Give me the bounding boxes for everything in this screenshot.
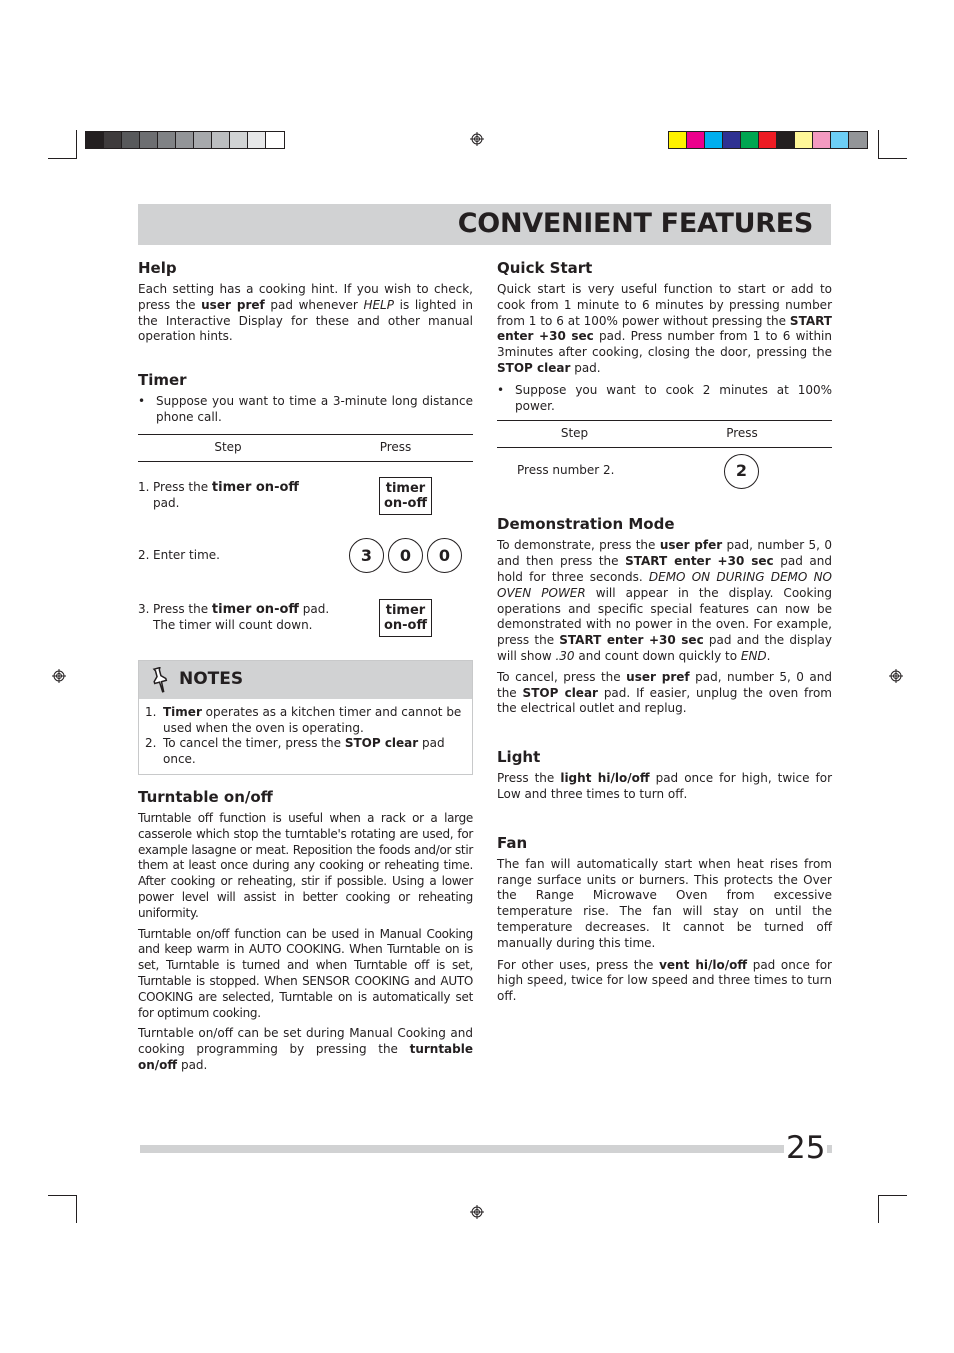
registration-mark-icon <box>470 1205 484 1219</box>
crop-mark <box>879 158 907 159</box>
turntable-paragraph-3: Turntable on/off can be set during Manual Cooking and cooking programming by pressing the turntable on/off pad. <box>138 1026 473 1072</box>
color-swatch <box>705 132 723 148</box>
notes-header <box>139 661 472 699</box>
turntable-paragraph-2: Turntable on/off function can be used in Manual Cooking and keep warm in AUTO COOKING. When Turntable on is set, Turntable is turned and when Turntable off is set, Turntable is stopped. When SENSOR COOKING and AUTO COOKING are selected, Turntable on is automatically set for optimum cooking. <box>138 926 473 1020</box>
right-column <box>497 258 832 1005</box>
digit-key-0: 0 <box>427 538 462 573</box>
notes-title: NOTES <box>179 668 244 689</box>
table-header: Step Press <box>497 421 832 448</box>
color-swatch <box>86 132 104 148</box>
digit-key-0: 0 <box>388 538 423 573</box>
color-swatch <box>669 132 687 148</box>
notes-list <box>139 699 472 774</box>
color-swatch <box>795 132 813 148</box>
timer-step-table <box>138 434 473 650</box>
color-swatch <box>122 132 140 148</box>
fan-heading: Fan <box>497 833 528 852</box>
section-header-band <box>138 204 831 245</box>
footer-bar <box>140 1145 832 1153</box>
color-swatch <box>212 132 230 148</box>
quick-start-step: Press number 2. 2 <box>497 448 832 494</box>
timer-on-off-key: timer on-off <box>379 599 432 637</box>
notes-box <box>138 660 473 775</box>
timer-step-2: 2. Enter time. 3 0 0 <box>138 528 473 584</box>
color-swatch <box>813 132 831 148</box>
color-swatch <box>158 132 176 148</box>
crop-mark <box>48 158 76 159</box>
digit-key-2: 2 <box>724 454 759 489</box>
quick-start-heading: Quick Start <box>497 259 593 277</box>
demo-heading: Demonstration Mode <box>497 515 675 534</box>
color-swatch <box>230 132 248 148</box>
color-swatch <box>104 132 122 148</box>
page-title: CONVENIENT FEATURES <box>457 208 813 239</box>
demo-cancel-paragraph: To cancel, press the user pref pad, number 5, 0 and the STOP clear pad. If easier, unplug the oven from the electrical outlet and replug. <box>497 669 832 716</box>
fan-paragraph-1: The fan will automatically start when heat rises from range surface units or burners. This protects the Over the Range Microwave Oven from excessive temperature rise. The fan will stay on until the temperature decreases. It cannot be turned off manually during this time. <box>497 856 832 950</box>
list-item: 1. Timer operates as a kitchen timer and cannot be used when the oven is operating. <box>145 704 462 735</box>
color-swatch <box>176 132 194 148</box>
light-heading: Light <box>497 748 541 767</box>
crop-mark <box>878 130 879 159</box>
light-paragraph: Press the light hi/lo/off pad once for high, twice for Low and three times to turn off. <box>497 771 833 801</box>
table-header: Step Press <box>138 435 473 462</box>
fan-paragraph-2: For other uses, press the vent hi/lo/off pad once for high speed, twice for low speed and three times to turn off. <box>497 957 832 1004</box>
turntable-heading: Turntable on/off <box>138 787 273 806</box>
digit-key-3: 3 <box>349 538 384 573</box>
color-swatch <box>741 132 759 148</box>
crop-mark <box>76 130 77 159</box>
quick-start-step-table <box>497 420 832 494</box>
crop-mark <box>878 1195 879 1223</box>
registration-mark-icon <box>470 132 484 146</box>
color-swatch <box>194 132 212 148</box>
color-swatch <box>140 132 158 148</box>
timer-step-1: 1. Press the timer on-off pad. timer on-off <box>138 468 473 524</box>
page-number: 25 <box>786 1130 826 1166</box>
color-swatch <box>849 132 867 148</box>
color-swatch <box>831 132 849 148</box>
turntable-paragraph-1: Turntable off function is useful when a rack or a large casserole which stop the turntable's rotating are used, for example lasagne or meat. Reposition the foods and/or stir them at least once during any cooking or reheating time. After cooking or reheating, stir if possible. Using a lower power level will assist in better cooking or reheating uniformity. <box>138 810 473 920</box>
help-heading: Help <box>138 259 177 277</box>
crop-mark <box>879 1195 907 1196</box>
grayscale-calibration-bar <box>85 131 285 149</box>
pushpin-icon <box>151 667 169 693</box>
help-paragraph: Each setting has a cooking hint. If you wish to check, press the user pref pad whenever HELP is lighted in the Interactive Display for these and other manual operation hints. <box>138 282 473 344</box>
demo-paragraph: To demonstrate, press the user pfer pad, number 5, 0 and then press the START enter +30 sec pad and hold for three seconds. DEMO ON DURING DEMO NO OVEN POWER will appear in the display. Cooking operations and specific special features can now be demonstrated with no power in the oven. For example, press the START enter +30 sec pad and the display will show .30 and count down quickly to END. <box>497 538 833 663</box>
crop-mark <box>76 1195 77 1223</box>
left-column <box>138 258 473 1074</box>
quick-start-bullet: • Suppose you want to cook 2 minutes at 100% power. <box>497 382 832 413</box>
timer-on-off-key: timer on-off <box>379 477 432 515</box>
timer-step-3: 3. Press the timer on-off pad. The timer will count down. timer on-off <box>138 586 473 650</box>
quick-start-paragraph: Quick start is very useful function to start or add to cook from 1 minute to 6 minutes by pressing number from 1 to 6 at 100% power without pressing the START enter +30 sec pad. Press number from 1 to 6 within 3minutes after cooking, closing the door, pressing the STOP clear pad. <box>497 282 832 375</box>
timer-heading: Timer <box>138 371 187 390</box>
color-swatch <box>248 132 266 148</box>
color-swatch <box>687 132 705 148</box>
color-swatch <box>266 132 284 148</box>
registration-mark-icon <box>52 669 66 683</box>
color-swatch <box>777 132 795 148</box>
timer-bullet: • Suppose you want to time a 3-minute long distance phone call. <box>138 394 473 424</box>
crop-mark <box>48 1195 76 1196</box>
color-swatch <box>759 132 777 148</box>
color-swatch <box>723 132 741 148</box>
registration-mark-icon <box>889 669 903 683</box>
list-item: 2. To cancel the timer, press the STOP clear pad once. <box>145 736 445 767</box>
color-calibration-bar <box>668 131 868 149</box>
